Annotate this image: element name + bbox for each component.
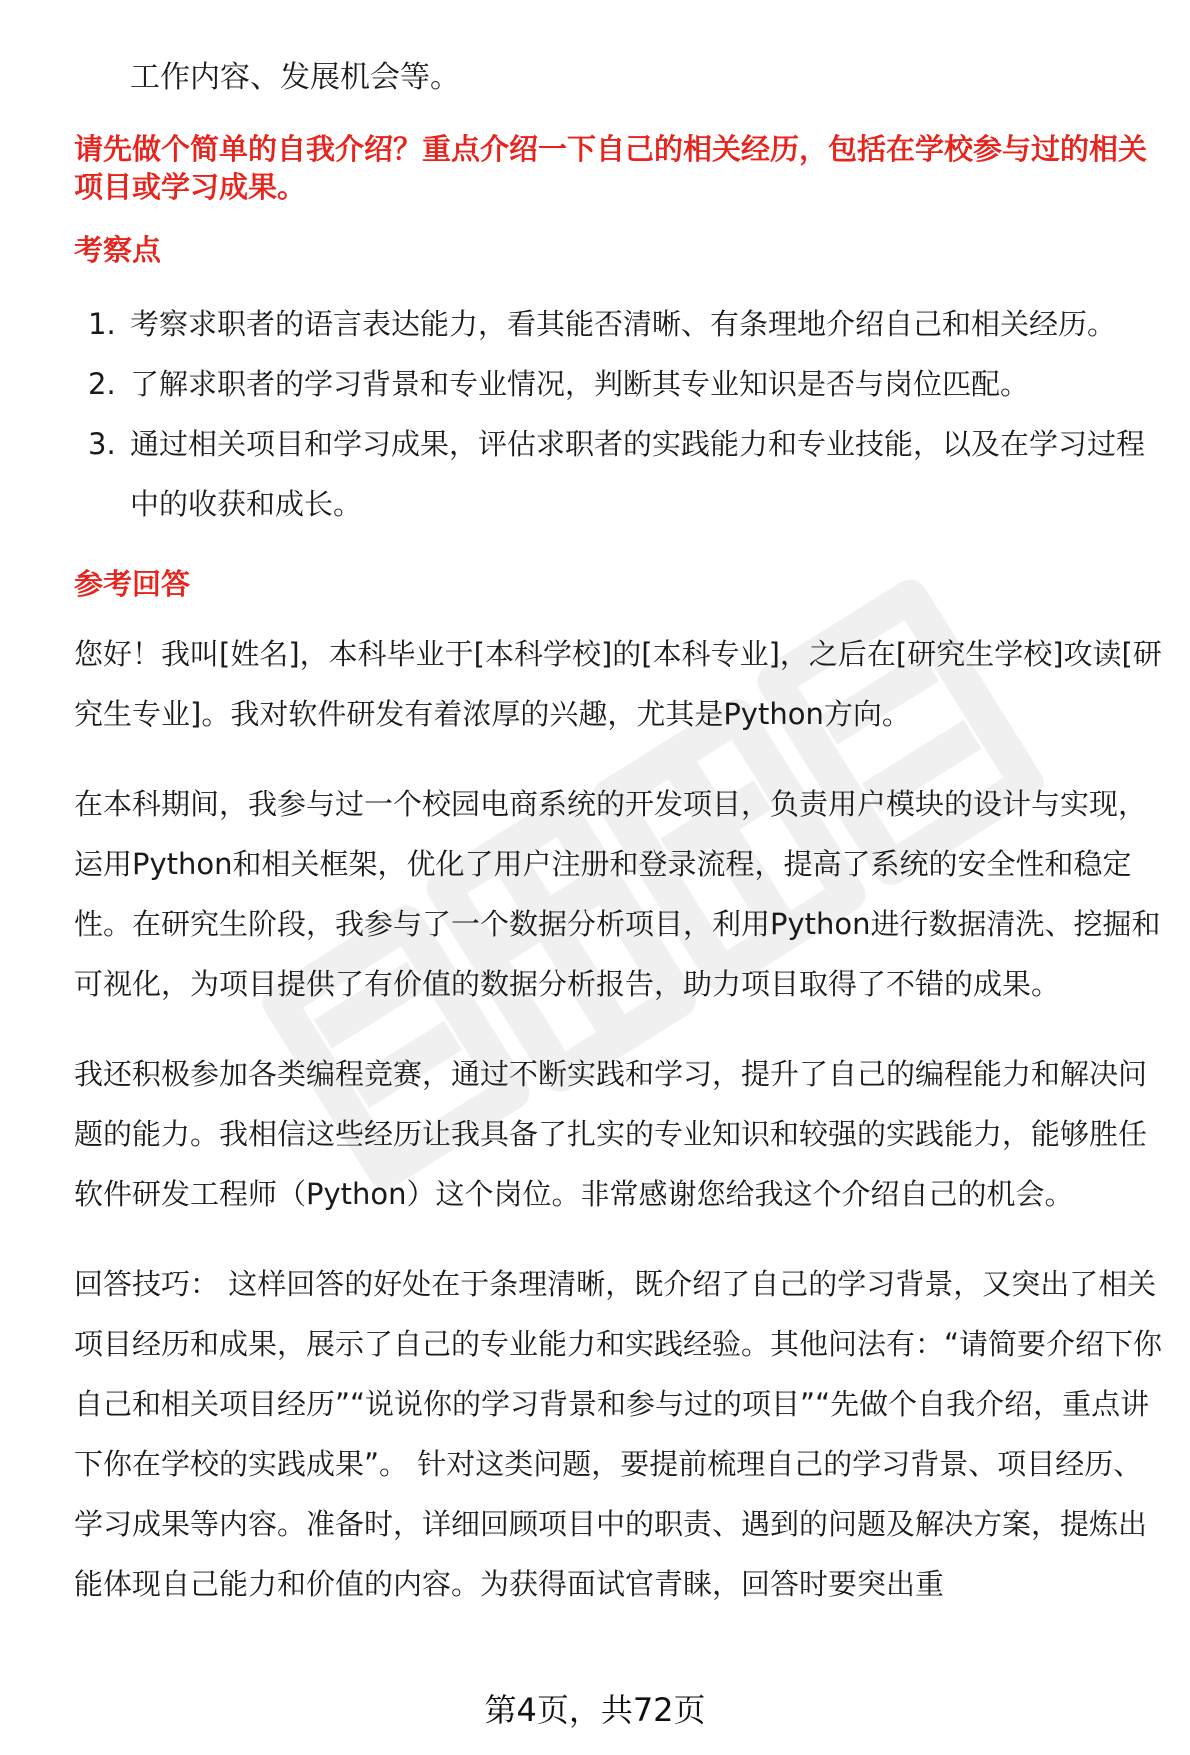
checkpoint-text: 了解求职者的学习背景和专业情况，判断其专业知识是否与岗位匹配。	[130, 367, 1030, 401]
answer-tips-paragraph: 回答技巧： 这样回答的好处在于条理清晰，既介绍了自己的学习背景，又突出了相关项目经历和成果，展示了自己的专业能力和实践经验。其他问法有：“请简要介绍下你自己和相关项目经历”“说说你的学习背景和参与过的项目”“先做个自我介绍，重点讲下你在学校的实践成果”。 针对这类问题，要提前梳理自己的学习背景、项目经历、学习成果等内容。准备时，详细回顾项目中的职责、遇到的问题及解决方案，提炼出能体现自己能力和价值的内容。为获得面试官青睐，回答时要突出重	[74, 1267, 1163, 1601]
checkpoint-number: 1.	[88, 307, 116, 341]
checkpoints-list	[74, 294, 1164, 534]
page-number-footer: 第4页，共72页	[484, 1691, 706, 1729]
checkpoint-item	[74, 414, 1164, 534]
answer-paragraph: 我还积极参加各类编程竞赛，通过不断实践和学习，提升了自己的编程能力和解决问题的能力。我相信这些经历让我具备了扎实的专业知识和较强的实践能力，能够胜任软件研发工程师（Python）这个岗位。非常感谢您给我这个介绍自己的机会。	[74, 1057, 1148, 1211]
continuation-text: 工作内容、发展机会等。	[130, 60, 460, 95]
page-content	[74, 48, 1164, 1614]
question-heading: 请先做个简单的自我介绍？重点介绍一下自己的相关经历，包括在学校参与过的相关项目或学习成果。	[74, 132, 1148, 204]
answer-paragraph: 您好！我叫[姓名]，本科毕业于[本科学校]的[本科专业]，之后在[研究生学校]攻读[研究生专业]。我对软件研发有着浓厚的兴趣，尤其是Python方向。	[74, 637, 1162, 731]
checkpoints-heading: 考察点	[74, 233, 162, 267]
checkpoint-number: 3.	[88, 427, 116, 461]
answer-heading: 参考回答	[74, 567, 191, 601]
checkpoint-text: 通过相关项目和学习成果，评估求职者的实践能力和专业技能，以及在学习过程中的收获和成长。	[130, 427, 1146, 521]
checkpoint-item	[74, 294, 1164, 354]
checkpoint-text: 考察求职者的语言表达能力，看其能否清晰、有条理地介绍自己和相关经历。	[130, 307, 1117, 341]
answer-paragraph: 在本科期间，我参与过一个校园电商系统的开发项目，负责用户模块的设计与实现，运用Python和相关框架，优化了用户注册和登录流程，提高了系统的安全性和稳定性。在研究生阶段，我参与了一个数据分析项目，利用Python进行数据清洗、挖掘和可视化，为项目提供了有价值的数据分析报告，助力项目取得了不错的成果。	[74, 787, 1161, 1001]
checkpoint-item	[74, 354, 1164, 414]
checkpoint-number: 2.	[88, 367, 116, 401]
